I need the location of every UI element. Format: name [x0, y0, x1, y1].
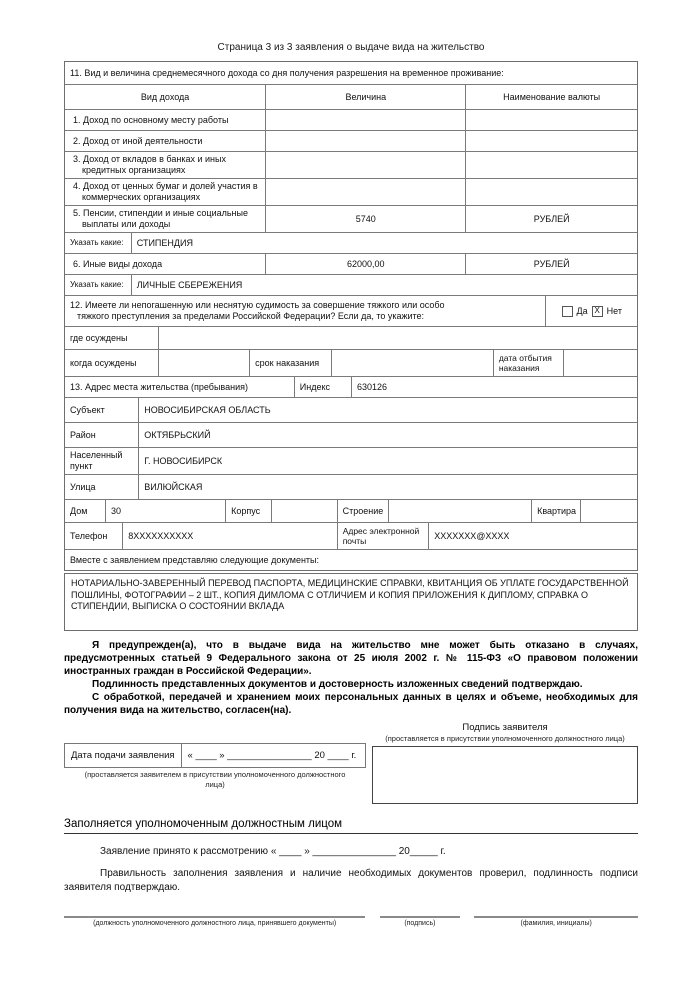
official-position-caption: (должность уполномоченного должностного лица, принявшего документы): [93, 920, 337, 927]
where-convicted-label: где осуждены: [70, 332, 128, 343]
checkbox-no-label: Нет: [606, 305, 622, 316]
address-settlement-row: [65, 447, 637, 474]
official-signature-line: [380, 916, 460, 927]
verification-paragraph: Правильность заполнения заявления и наличие необходимых документов проверил, подлинность подписи заявителя подтверждаю.: [64, 868, 638, 893]
section11-heading: 11. Вид и величина среднемесячного дохода со дня получения разрешения на временное проживание:: [70, 67, 504, 78]
submission-date-label: Дата подачи заявления: [65, 744, 182, 767]
date-signature-section: [64, 722, 638, 804]
release-date-label: дата отбытия наказания: [493, 350, 563, 376]
checkbox-no: [592, 306, 603, 317]
income-row-6: [65, 253, 637, 274]
district-label: Район: [70, 429, 96, 440]
official-signature-lines: [64, 916, 638, 927]
district-value: ОКТЯБРЬСКИЙ: [138, 423, 637, 447]
submission-date-value: « ____ » ________________ 20 ____ г.: [187, 750, 357, 761]
income-currency-3: [465, 152, 637, 178]
income-row-3: [65, 151, 637, 178]
house-row: [65, 499, 637, 522]
income-row-2: [65, 130, 637, 151]
income-currency-2: [465, 131, 637, 151]
address-street-row: [65, 474, 637, 499]
income-value-6: 62000,00: [265, 254, 465, 274]
conviction-checkboxes: [562, 306, 622, 317]
where-convicted-row: [65, 326, 637, 349]
income-label-2: 2. Доход от иной деятельности: [73, 135, 203, 146]
section13-row: [65, 376, 637, 397]
conviction-question-line2: тяжкого преступления за пределами Российской Федерации? Если да, то укажите:: [77, 311, 425, 321]
submission-date-box: [64, 743, 366, 768]
where-convicted-value: [158, 327, 637, 349]
postal-index-label: Индекс: [294, 377, 351, 397]
income-value-2: [265, 131, 465, 151]
address-subject-row: [65, 397, 637, 422]
section12-row: [65, 295, 637, 326]
section13-heading: 13. Адрес места жительства (пребывания): [70, 381, 248, 392]
page-title: Страница 3 из 3 заявления о выдаче вида на жительство: [217, 42, 485, 53]
declaration-paragraph-1: Я предупрежден(а), что в выдаче вида на жительство мне может быть отказано в случаях, предусмотренных статьей 9 Федерального закона от 25 июля 2002 г. № 115-ФЗ «О правовом положении иностранных граждан в Российской Федерации».: [64, 640, 638, 677]
address-district-row: [65, 422, 637, 447]
declaration-paragraph-3: С обработкой, передачей и хранением моих персональных данных в целях и объеме, необходимых для получения вида на жительство, согласен(на).: [64, 692, 638, 716]
checkbox-no-mark: X: [594, 306, 600, 315]
sentence-term-label: срок наказания: [249, 350, 331, 376]
subject-value: НОВОСИБИРСКАЯ ОБЛАСТЬ: [138, 398, 637, 422]
conviction-question-line1: 12. Имеете ли непогашенную или неснятую судимость за совершение тяжкого или особо: [70, 300, 445, 311]
declaration-paragraph-2: Подлинность представленных документов и достоверность изложенных сведений подтверждаю.: [92, 679, 583, 690]
phone-value: 8XXXXXXXXXX: [122, 523, 337, 549]
when-convicted-value: [158, 350, 250, 376]
documents-list-box: НОТАРИАЛЬНО-ЗАВЕРЕННЫЙ ПЕРЕВОД ПАСПОРТА, МЕДИЦИНСКИЕ СПРАВКИ, КВИТАНЦИЯ ОБ УПЛАТЕ ГОСУДАРСТВЕННОЙ ПОШЛИНЫ, ФОТОГРАФИИ – 2 ШТ., КОПИЯ ДИМЛОМА С ОТЛИЧИЕМ И КОПИЯ ПРИЛОЖЕНИЯ К ДИПЛОМУ, СПРАВКА О СТИПЕНДИИ, ВЫПИСКА О СОСТОЯНИИ ВКЛАДА: [64, 573, 638, 631]
income-label-3: 3. Доход от вкладов в банках и иных кредитных организациях: [73, 154, 226, 175]
specify-label-2: Указать какие:: [70, 280, 124, 290]
col-header-currency: Наименование валюты: [465, 85, 637, 109]
income-label-6: 6. Иные виды дохода: [73, 258, 163, 269]
income-currency-6: РУБЛЕЙ: [465, 254, 637, 274]
documents-heading-row: [65, 549, 637, 570]
structure-value: [388, 500, 531, 522]
structure-label: Строение: [337, 500, 388, 522]
form-table: [64, 61, 638, 571]
street-label: Улица: [70, 481, 96, 492]
col-header-amount: Величина: [265, 85, 465, 109]
submission-date-caption: (проставляется заявителем в присутствии уполномоченного должностного лица): [84, 770, 346, 789]
col-header-income-type: Вид дохода: [140, 91, 190, 102]
street-value: ВИЛЮЙСКАЯ: [138, 475, 637, 499]
documents-heading: Вместе с заявлением представляю следующие документы:: [70, 554, 320, 565]
phone-email-row: [65, 522, 637, 549]
section11-heading-row: [65, 62, 637, 84]
income-value-3: [265, 152, 465, 178]
income-currency-1: [465, 110, 637, 130]
settlement-value: Г. НОВОСИБИРСК: [138, 448, 637, 474]
income-row-1: [65, 109, 637, 130]
subject-label: Субъект: [70, 404, 105, 415]
apartment-label: Квартира: [531, 500, 580, 522]
postal-index-value: 630126: [351, 377, 637, 397]
apartment-value: [580, 500, 637, 522]
official-signature-caption: (подпись): [404, 920, 436, 927]
income-table-header-row: [65, 84, 637, 109]
applicant-signature-title: Подпись заявителя: [462, 722, 548, 733]
building-label: Корпус: [225, 500, 271, 522]
official-name-caption: (фамилия, инициалы): [520, 920, 592, 927]
checkbox-yes: [562, 306, 573, 317]
email-value: XXXXXXX@XXXX: [428, 523, 637, 549]
house-label: Дом: [70, 505, 88, 516]
income-label-4: 4. Доход от ценных бумаг и долей участия в коммерческих организациях: [73, 181, 258, 202]
specify-row-2: [65, 274, 637, 295]
when-convicted-row: [65, 349, 637, 376]
income-currency-5: РУБЛЕЙ: [465, 206, 637, 232]
income-label-1: 1. Доход по основному месту работы: [73, 114, 229, 125]
email-label: Адрес электронной почты: [337, 523, 429, 549]
house-value: 30: [105, 500, 225, 522]
when-convicted-label: когда осуждены: [70, 357, 137, 368]
official-position-line: [64, 916, 365, 927]
income-currency-4: [465, 179, 637, 205]
checkbox-yes-label: Да: [576, 305, 588, 316]
income-label-5: 5. Пенсии, стипендии и иные социальные выплаты или доходы: [73, 208, 248, 229]
income-row-5: [65, 205, 637, 232]
specify-label-1: Указать какие:: [70, 238, 124, 248]
official-name-line: [474, 916, 638, 927]
building-value: [271, 500, 337, 522]
application-accepted-line: Заявление принято к рассмотрению « ____ » _______________ 20_____ г.: [100, 846, 446, 857]
phone-label: Телефон: [70, 530, 108, 541]
declaration-block: [64, 639, 638, 717]
official-section-heading: Заполняется уполномоченным должностным лицом: [64, 818, 638, 834]
specify-row-1: [65, 232, 637, 253]
settlement-label: Населенный пункт: [70, 450, 123, 471]
applicant-signature-subtitle: (проставляется в присутствии уполномоченного должностного лица): [385, 734, 625, 743]
applicant-signature-box: [372, 746, 638, 804]
income-value-4: [265, 179, 465, 205]
income-value-5: 5740: [265, 206, 465, 232]
release-date-value: [563, 350, 637, 376]
sentence-term-value: [331, 350, 493, 376]
specify-value-2: ЛИЧНЫЕ СБЕРЕЖЕНИЯ: [131, 275, 637, 295]
specify-value-1: СТИПЕНДИЯ: [131, 233, 637, 253]
income-row-4: [65, 178, 637, 205]
income-value-1: [265, 110, 465, 130]
